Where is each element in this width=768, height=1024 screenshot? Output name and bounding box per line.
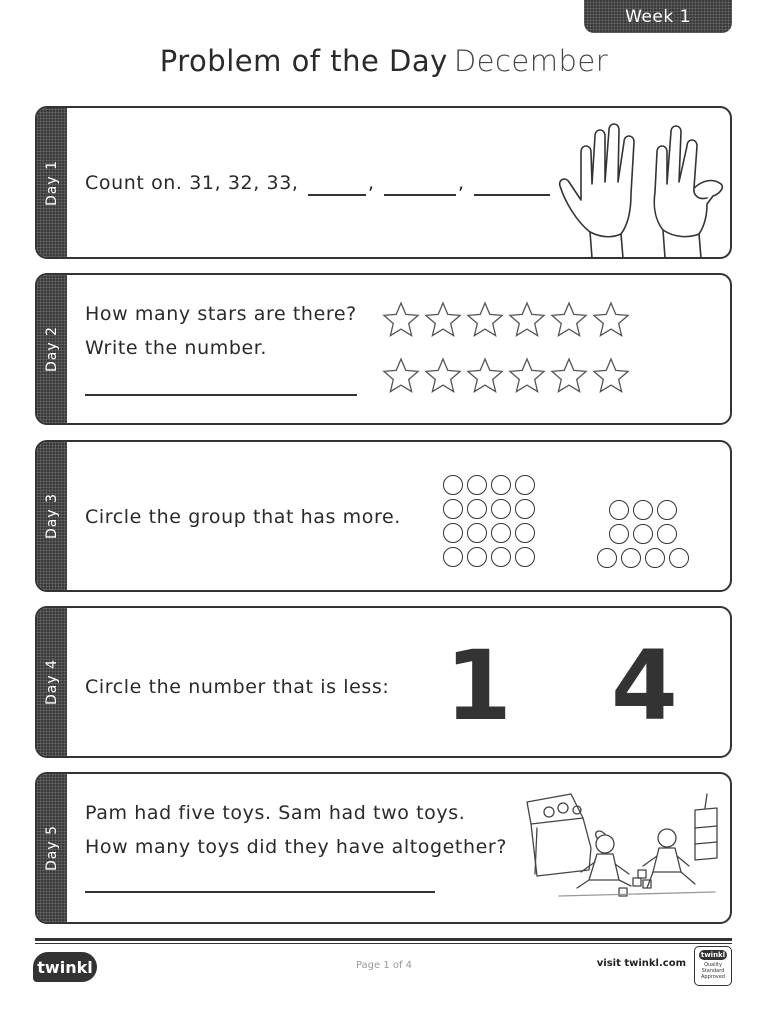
day-1-comma-1: , xyxy=(368,172,375,194)
day-3-sidebar xyxy=(37,442,67,590)
day-5-question-line-1: Pam had five toys. Sam had two toys. xyxy=(85,802,466,824)
day-2-answer-line[interactable] xyxy=(85,394,357,396)
day-1-panel xyxy=(35,106,732,259)
circle-icon xyxy=(467,523,487,543)
circle-group-b[interactable] xyxy=(597,500,697,572)
day-3-label: Day 3 xyxy=(44,492,60,540)
day-4-panel xyxy=(35,606,732,758)
circle-icon xyxy=(645,548,665,568)
circle-icon xyxy=(443,475,463,495)
stars-grid xyxy=(381,301,637,401)
star-icon xyxy=(384,303,418,336)
star-icon xyxy=(426,303,460,336)
footer-rule xyxy=(35,938,732,941)
circle-icon xyxy=(491,547,511,567)
circle-icon xyxy=(515,523,535,543)
day-1-label: Day 1 xyxy=(44,159,60,206)
circle-icon xyxy=(491,523,511,543)
day-4-sidebar xyxy=(37,608,67,756)
star-icon xyxy=(552,303,586,336)
circle-icon xyxy=(515,499,535,519)
week-tab xyxy=(584,0,732,33)
circle-icon xyxy=(515,547,535,567)
day-2-question-line-2: Write the number. xyxy=(85,337,268,359)
day-3-question: Circle the group that has more. xyxy=(85,506,401,528)
circle-icon xyxy=(633,500,653,520)
circle-icon xyxy=(657,524,677,544)
star-icon xyxy=(384,359,418,392)
week-label: Week 1 xyxy=(625,6,691,27)
number-option-4[interactable]: 4 xyxy=(611,630,678,742)
circle-icon xyxy=(443,523,463,543)
badge-line-2: Approved xyxy=(701,974,725,980)
circle-icon xyxy=(467,475,487,495)
page-title xyxy=(0,44,768,78)
day-5-panel xyxy=(35,772,732,924)
number-option-1[interactable]: 1 xyxy=(445,630,512,742)
circle-icon xyxy=(491,499,511,519)
day-4-question: Circle the number that is less: xyxy=(85,676,390,698)
star-icon xyxy=(594,359,628,392)
circle-icon xyxy=(669,548,689,568)
day-2-panel xyxy=(35,273,732,425)
day-1-sidebar xyxy=(37,108,67,257)
circle-icon xyxy=(443,547,463,567)
circle-icon xyxy=(657,500,677,520)
children-playing-illustration xyxy=(519,788,719,908)
star-icon xyxy=(594,303,628,336)
hands-illustration xyxy=(557,122,727,258)
star-icon xyxy=(552,359,586,392)
day-5-label: Day 5 xyxy=(44,824,60,872)
day-2-sidebar xyxy=(37,275,67,423)
page-number: Page 1 of 4 xyxy=(355,960,413,971)
day-2-label: Day 2 xyxy=(44,325,60,373)
day-5-question-line-2: How many toys did they have altogether? xyxy=(85,836,508,858)
badge-line-1: Quality Standard xyxy=(701,962,725,974)
day-3-panel xyxy=(35,440,732,592)
day-5-sidebar xyxy=(37,774,67,922)
circle-icon xyxy=(443,499,463,519)
footer-rule-thin xyxy=(35,943,732,944)
day-1-answer-line-1[interactable] xyxy=(308,194,366,196)
circle-icon xyxy=(597,548,617,568)
day-1-answer-line-3[interactable] xyxy=(474,194,550,196)
title-text: Problem of the Day xyxy=(159,44,448,78)
day-1-comma-2: , xyxy=(458,172,465,194)
star-icon xyxy=(468,303,502,336)
circle-icon xyxy=(609,524,629,544)
day-1-question: Count on. 31, 32, 33, xyxy=(85,172,299,194)
title-month: December xyxy=(453,44,609,78)
circle-icon xyxy=(633,524,653,544)
star-icon xyxy=(468,359,502,392)
circle-icon xyxy=(515,475,535,495)
star-icon xyxy=(426,359,460,392)
day-5-answer-line[interactable] xyxy=(85,891,435,893)
badge-logo: twinkl xyxy=(700,951,726,959)
circle-icon xyxy=(467,547,487,567)
star-icon xyxy=(510,359,544,392)
circle-icon xyxy=(609,500,629,520)
day-4-label: Day 4 xyxy=(44,658,60,706)
logo-text: twinkl xyxy=(37,957,93,977)
circle-icon xyxy=(621,548,641,568)
star-icon xyxy=(510,303,544,336)
day-1-answer-line-2[interactable] xyxy=(384,194,456,196)
quality-badge xyxy=(694,946,732,986)
circle-icon xyxy=(467,499,487,519)
day-2-question-line-1: How many stars are there? xyxy=(85,303,357,325)
circle-icon xyxy=(491,475,511,495)
visit-link[interactable]: visit twinkl.com xyxy=(596,958,686,969)
circle-group-a[interactable] xyxy=(443,475,543,571)
